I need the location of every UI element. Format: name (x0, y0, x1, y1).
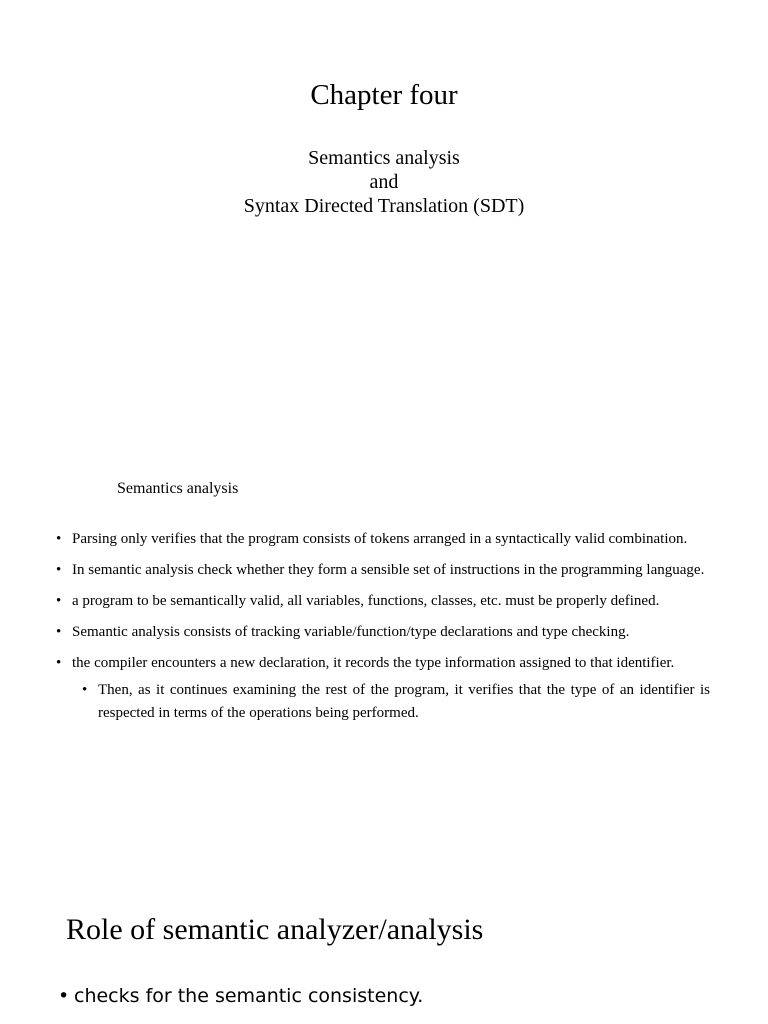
bullet-list (56, 528, 710, 733)
bullet-icon: • (56, 593, 62, 609)
list-item-text: In semantic analysis check whether they form a sensible set of instructions in the programming language. (72, 562, 705, 578)
bullet-icon: • (56, 655, 62, 671)
slide3-bullet-list (58, 982, 758, 1010)
bullet-icon: • (56, 562, 62, 578)
subtitle-line-1: Semantics analysis (308, 147, 460, 169)
list-item (56, 590, 710, 613)
list-item (56, 528, 710, 551)
bullet-icon: • (82, 682, 88, 698)
list-item-text: Parsing only verifies that the program consists of tokens arranged in a syntactically valid combination. (72, 531, 688, 547)
chapter-subtitle (0, 146, 768, 218)
list-item (56, 559, 710, 582)
list-item-text: the compiler encounters a new declaration, it records the type information assigned to that identifier. (72, 655, 675, 671)
subtitle-line-2: and (369, 171, 399, 193)
bullet-icon: • (58, 985, 70, 1007)
bullet-icon: • (56, 531, 62, 547)
subtitle-line-3: Syntax Directed Translation (SDT) (243, 195, 525, 217)
bullet-icon: • (56, 624, 62, 640)
chapter-title: Chapter four (310, 79, 458, 111)
list-item-text: a program to be semantically valid, all variables, functions, classes, etc. must be properly defined. (72, 593, 660, 609)
list-item-text: checks for the semantic consistency. (74, 985, 424, 1007)
sub-list-item (82, 679, 710, 725)
sub-list-item-text: Then, as it continues examining the rest of the program, it verifies that the type of an identifier is respected in terms of the operations being performed. (98, 682, 710, 721)
list-item (58, 982, 758, 1010)
section-heading: Semantics analysis (117, 480, 239, 497)
list-item (56, 652, 710, 675)
list-item (56, 621, 710, 644)
slide-title: Role of semantic analyzer/analysis (66, 913, 484, 946)
list-item-text: Semantic analysis consists of tracking variable/function/type declarations and type checking. (72, 624, 630, 640)
